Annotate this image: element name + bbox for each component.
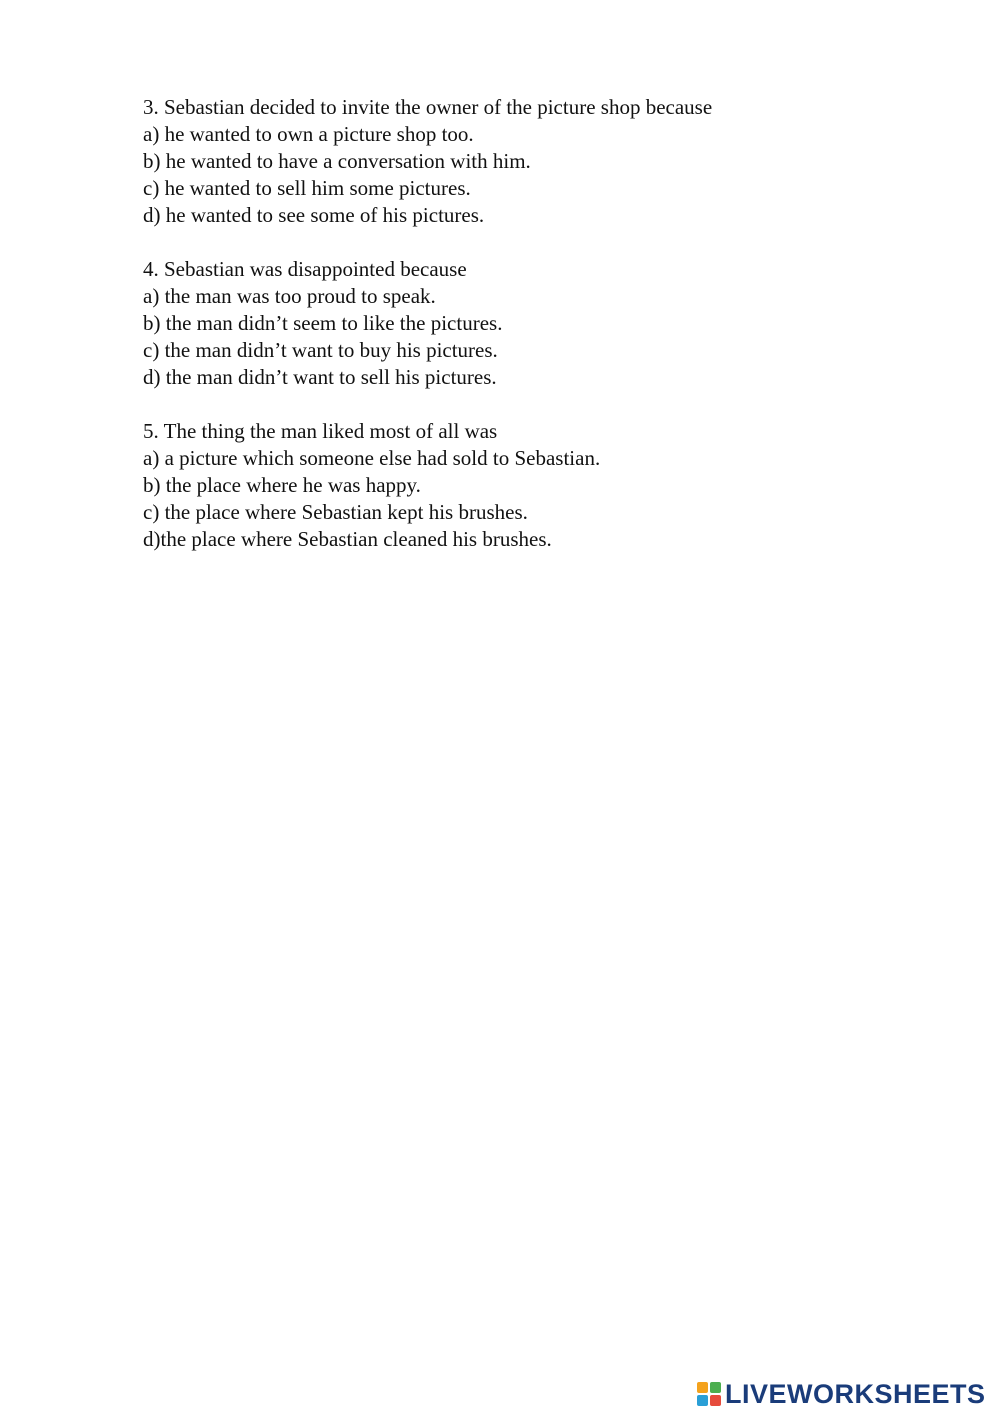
- question-4: [143, 256, 943, 391]
- question-prompt: 4. Sebastian was disappointed because: [143, 257, 467, 281]
- answer-option[interactable]: d) he wanted to see some of his pictures.: [143, 203, 485, 227]
- answer-option[interactable]: c) the place where Sebastian kept his brushes.: [143, 500, 528, 524]
- answer-option[interactable]: c) the man didn’t want to buy his pictures.: [143, 338, 498, 362]
- worksheet: [143, 94, 943, 580]
- answer-option[interactable]: a) the man was too proud to speak.: [143, 284, 436, 308]
- logo-text: LIVEWORKSHEETS: [725, 1379, 986, 1409]
- question-3: [143, 94, 943, 229]
- answer-option[interactable]: c) he wanted to sell him some pictures.: [143, 176, 471, 200]
- question-prompt: 3. Sebastian decided to invite the owner of the picture shop because: [143, 95, 713, 119]
- answer-option[interactable]: d) the man didn’t want to sell his pictures.: [143, 365, 497, 389]
- liveworksheets-logo: [697, 1379, 986, 1409]
- answer-option[interactable]: b) the place where he was happy.: [143, 473, 421, 497]
- logo-square: [710, 1395, 721, 1406]
- logo-square: [697, 1395, 708, 1406]
- answer-option[interactable]: b) the man didn’t seem to like the pictures.: [143, 311, 503, 335]
- liveworksheets-logo-icon: [697, 1382, 721, 1406]
- logo-square: [697, 1382, 708, 1393]
- question-5: [143, 418, 943, 553]
- answer-option[interactable]: a) he wanted to own a picture shop too.: [143, 122, 474, 146]
- question-prompt: 5. The thing the man liked most of all was: [143, 419, 498, 443]
- answer-option[interactable]: a) a picture which someone else had sold to Sebastian.: [143, 446, 601, 470]
- answer-option[interactable]: d)the place where Sebastian cleaned his brushes.: [143, 527, 552, 551]
- logo-square: [710, 1382, 721, 1393]
- answer-option[interactable]: b) he wanted to have a conversation with him.: [143, 149, 531, 173]
